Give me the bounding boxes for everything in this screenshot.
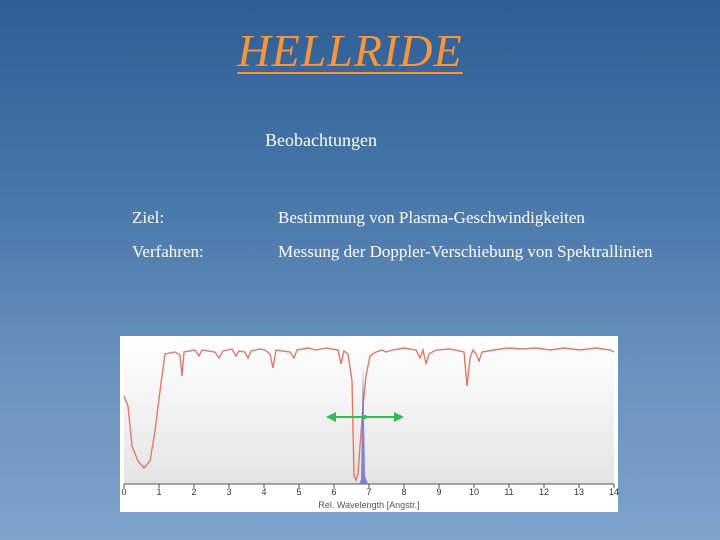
goal-value: Bestimmung von Plasma-Geschwindigkeiten	[278, 208, 585, 227]
x-tick-label: 1	[156, 487, 162, 497]
x-tick-label: 6	[331, 487, 337, 497]
x-axis-ticks	[121, 484, 619, 497]
shift-arrow-center	[363, 415, 367, 419]
x-tick-label: 8	[401, 487, 407, 497]
slide-title: HELLRIDE	[237, 25, 463, 76]
spectrum-plot	[120, 336, 618, 512]
goal-label: Ziel:	[132, 208, 165, 227]
x-tick-label: 14	[608, 487, 620, 497]
method-label: Verfahren:	[132, 242, 204, 261]
x-tick-label: 10	[468, 487, 480, 497]
x-tick-label: 5	[296, 487, 302, 497]
spectrum-figure	[120, 336, 618, 512]
x-tick-label: 11	[504, 487, 514, 497]
slide-subtitle: Beobachtungen	[265, 130, 377, 150]
x-tick-label: 13	[573, 487, 585, 497]
x-tick-label: 12	[538, 487, 550, 497]
x-tick-label: 2	[191, 487, 197, 497]
x-tick-label: 3	[226, 487, 232, 497]
x-tick-label: 9	[436, 487, 442, 497]
x-tick-label: 4	[261, 487, 267, 497]
x-tick-label: 7	[366, 487, 372, 497]
x-tick-label: 0	[121, 487, 127, 497]
method-value: Messung der Doppler-Verschiebung von Spektrallinien	[278, 242, 653, 261]
x-axis-label: Rel. Wavelength [Angstr.]	[318, 500, 420, 510]
